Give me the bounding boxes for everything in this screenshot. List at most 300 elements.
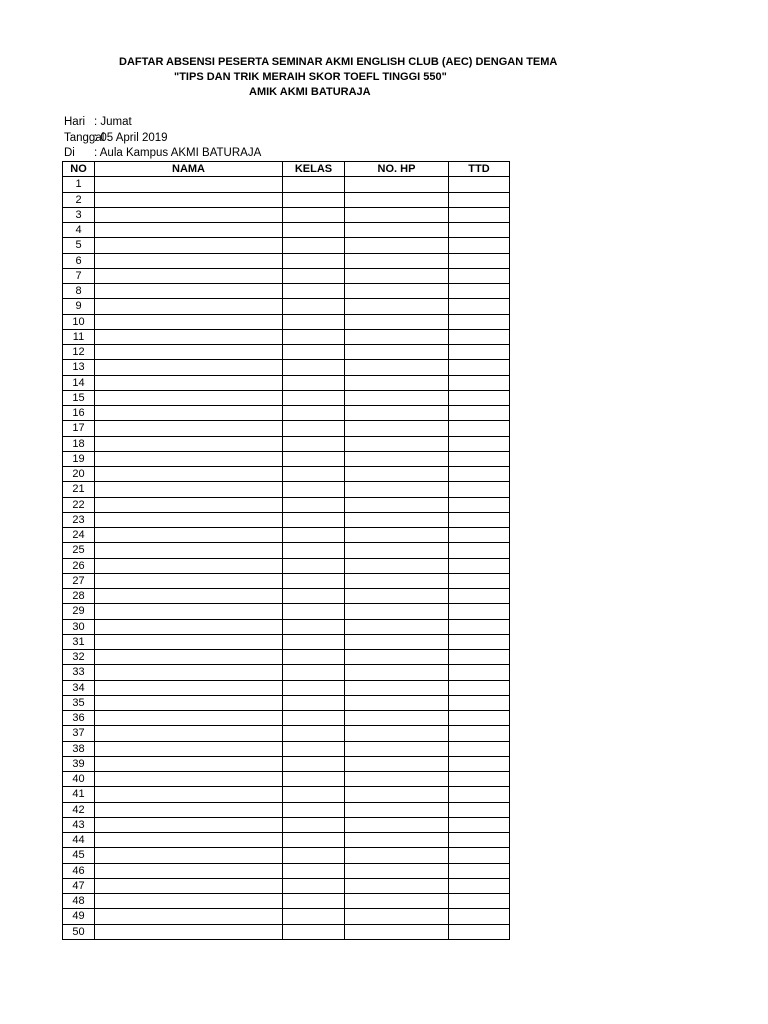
table-row [63, 680, 510, 695]
info-di [64, 146, 261, 161]
table-row [63, 772, 510, 787]
nama-cell[interactable] [95, 878, 283, 893]
kelas-cell[interactable] [283, 878, 345, 893]
no-hp-cell[interactable] [345, 863, 449, 878]
nama-cell[interactable] [95, 543, 283, 558]
row-number: 6 [63, 253, 95, 268]
nama-cell[interactable] [95, 345, 283, 360]
no-hp-cell[interactable] [345, 833, 449, 848]
title-line-1: DAFTAR ABSENSI PESERTA SEMINAR AKMI ENGLISH CLUB (AEC) DENGAN TEMA [119, 56, 558, 68]
no-hp-cell[interactable] [345, 726, 449, 741]
ttd-cell[interactable] [449, 360, 510, 375]
table-row [63, 711, 510, 726]
nama-cell[interactable] [95, 604, 283, 619]
ttd-cell[interactable] [449, 772, 510, 787]
kelas-cell[interactable] [283, 421, 345, 436]
row-number: 38 [63, 741, 95, 756]
kelas-cell[interactable] [283, 406, 345, 421]
table-row [63, 589, 510, 604]
nama-cell[interactable] [95, 680, 283, 695]
ttd-cell[interactable] [449, 924, 510, 939]
no-hp-cell[interactable] [345, 680, 449, 695]
ttd-cell[interactable] [449, 497, 510, 512]
kelas-cell[interactable] [283, 314, 345, 329]
ttd-cell[interactable] [449, 436, 510, 451]
kelas-cell[interactable] [283, 558, 345, 573]
nama-cell[interactable] [95, 756, 283, 771]
ttd-cell[interactable] [449, 543, 510, 558]
nama-cell[interactable] [95, 375, 283, 390]
table-row [63, 863, 510, 878]
no-hp-cell[interactable] [345, 375, 449, 390]
table-row [63, 619, 510, 634]
nama-cell[interactable] [95, 634, 283, 649]
nama-cell[interactable] [95, 314, 283, 329]
no-hp-cell[interactable] [345, 894, 449, 909]
row-number: 3 [63, 207, 95, 222]
kelas-cell[interactable] [283, 329, 345, 344]
table-row [63, 634, 510, 649]
no-hp-cell[interactable] [345, 558, 449, 573]
no-hp-cell[interactable] [345, 253, 449, 268]
no-hp-cell[interactable] [345, 604, 449, 619]
ttd-cell[interactable] [449, 192, 510, 207]
info-tanggal [64, 131, 168, 146]
kelas-cell[interactable] [283, 787, 345, 802]
nama-cell[interactable] [95, 726, 283, 741]
table-row [63, 604, 510, 619]
ttd-cell[interactable] [449, 634, 510, 649]
table-row [63, 497, 510, 512]
no-hp-cell[interactable] [345, 878, 449, 893]
table-row [63, 558, 510, 573]
col-header-ttd: TTD [449, 162, 510, 177]
kelas-cell[interactable] [283, 253, 345, 268]
nama-cell[interactable] [95, 558, 283, 573]
ttd-cell[interactable] [449, 604, 510, 619]
nama-cell[interactable] [95, 512, 283, 527]
kelas-cell[interactable] [283, 390, 345, 405]
nama-cell[interactable] [95, 909, 283, 924]
row-number: 25 [63, 543, 95, 558]
kelas-cell[interactable] [283, 695, 345, 710]
kelas-cell[interactable] [283, 284, 345, 299]
kelas-cell[interactable] [283, 436, 345, 451]
ttd-cell[interactable] [449, 787, 510, 802]
table-row [63, 512, 510, 527]
nama-cell[interactable] [95, 650, 283, 665]
ttd-cell[interactable] [449, 665, 510, 680]
nama-cell[interactable] [95, 619, 283, 634]
no-hp-cell[interactable] [345, 345, 449, 360]
ttd-cell[interactable] [449, 833, 510, 848]
ttd-cell[interactable] [449, 558, 510, 573]
row-number: 14 [63, 375, 95, 390]
kelas-cell[interactable] [283, 528, 345, 543]
nama-cell[interactable] [95, 390, 283, 405]
title-line-2: "TIPS DAN TRIK MERAIH SKOR TOEFL TINGGI 550" [174, 71, 447, 83]
no-hp-cell[interactable] [345, 360, 449, 375]
row-number: 13 [63, 360, 95, 375]
row-number: 15 [63, 390, 95, 405]
kelas-cell[interactable] [283, 573, 345, 588]
ttd-cell[interactable] [449, 345, 510, 360]
table-row [63, 268, 510, 283]
table-row [63, 238, 510, 253]
ttd-cell[interactable] [449, 894, 510, 909]
nama-cell[interactable] [95, 528, 283, 543]
kelas-cell[interactable] [283, 497, 345, 512]
col-header-no-hp: NO. HP [345, 162, 449, 177]
row-number: 44 [63, 833, 95, 848]
kelas-cell[interactable] [283, 192, 345, 207]
nama-cell[interactable] [95, 894, 283, 909]
no-hp-cell[interactable] [345, 284, 449, 299]
row-number: 2 [63, 192, 95, 207]
row-number: 31 [63, 634, 95, 649]
kelas-cell[interactable] [283, 848, 345, 863]
row-number: 45 [63, 848, 95, 863]
no-hp-cell[interactable] [345, 756, 449, 771]
no-hp-cell[interactable] [345, 512, 449, 527]
nama-cell[interactable] [95, 284, 283, 299]
nama-cell[interactable] [95, 787, 283, 802]
nama-cell[interactable] [95, 802, 283, 817]
no-hp-cell[interactable] [345, 451, 449, 466]
ttd-cell[interactable] [449, 375, 510, 390]
table-row [63, 436, 510, 451]
nama-cell[interactable] [95, 848, 283, 863]
no-hp-cell[interactable] [345, 634, 449, 649]
ttd-cell[interactable] [449, 421, 510, 436]
no-hp-cell[interactable] [345, 238, 449, 253]
no-hp-cell[interactable] [345, 329, 449, 344]
kelas-cell[interactable] [283, 741, 345, 756]
row-number: 35 [63, 695, 95, 710]
ttd-cell[interactable] [449, 741, 510, 756]
table-row [63, 573, 510, 588]
kelas-cell[interactable] [283, 543, 345, 558]
nama-cell[interactable] [95, 924, 283, 939]
kelas-cell[interactable] [283, 299, 345, 314]
kelas-cell[interactable] [283, 360, 345, 375]
nama-cell[interactable] [95, 177, 283, 192]
kelas-cell[interactable] [283, 772, 345, 787]
table-row [63, 482, 510, 497]
table-row [63, 451, 510, 466]
row-number: 1 [63, 177, 95, 192]
no-hp-cell[interactable] [345, 299, 449, 314]
tanggal-value: : 05 April 2019 [94, 132, 168, 144]
kelas-cell[interactable] [283, 177, 345, 192]
row-number: 36 [63, 711, 95, 726]
row-number: 43 [63, 817, 95, 832]
ttd-cell[interactable] [449, 756, 510, 771]
kelas-cell[interactable] [283, 589, 345, 604]
row-number: 24 [63, 528, 95, 543]
table-row [63, 878, 510, 893]
table-row [63, 802, 510, 817]
table-row [63, 894, 510, 909]
no-hp-cell[interactable] [345, 390, 449, 405]
no-hp-cell[interactable] [345, 314, 449, 329]
table-row [63, 299, 510, 314]
attendance-table-body [63, 177, 510, 940]
ttd-cell[interactable] [449, 619, 510, 634]
nama-cell[interactable] [95, 741, 283, 756]
no-hp-cell[interactable] [345, 207, 449, 222]
kelas-cell[interactable] [283, 619, 345, 634]
ttd-cell[interactable] [449, 695, 510, 710]
kelas-cell[interactable] [283, 711, 345, 726]
row-number: 40 [63, 772, 95, 787]
nama-cell[interactable] [95, 772, 283, 787]
no-hp-cell[interactable] [345, 192, 449, 207]
kelas-cell[interactable] [283, 345, 345, 360]
kelas-cell[interactable] [283, 268, 345, 283]
no-hp-cell[interactable] [345, 573, 449, 588]
table-row [63, 543, 510, 558]
row-number: 28 [63, 589, 95, 604]
table-row [63, 756, 510, 771]
table-row [63, 467, 510, 482]
nama-cell[interactable] [95, 207, 283, 222]
ttd-cell[interactable] [449, 207, 510, 222]
table-row [63, 665, 510, 680]
nama-cell[interactable] [95, 695, 283, 710]
kelas-cell[interactable] [283, 451, 345, 466]
col-header-nama: NAMA [95, 162, 283, 177]
row-number: 30 [63, 619, 95, 634]
no-hp-cell[interactable] [345, 817, 449, 832]
ttd-cell[interactable] [449, 238, 510, 253]
kelas-cell[interactable] [283, 726, 345, 741]
ttd-cell[interactable] [449, 863, 510, 878]
no-hp-cell[interactable] [345, 665, 449, 680]
kelas-cell[interactable] [283, 680, 345, 695]
ttd-cell[interactable] [449, 650, 510, 665]
di-value: : Aula Kampus AKMI BATURAJA [94, 147, 262, 159]
ttd-cell[interactable] [449, 528, 510, 543]
info-hari [64, 115, 132, 130]
no-hp-cell[interactable] [345, 421, 449, 436]
no-hp-cell[interactable] [345, 543, 449, 558]
ttd-cell[interactable] [449, 512, 510, 527]
ttd-cell[interactable] [449, 589, 510, 604]
table-row [63, 390, 510, 405]
ttd-cell[interactable] [449, 451, 510, 466]
nama-cell[interactable] [95, 573, 283, 588]
table-row [63, 741, 510, 756]
table-row [63, 177, 510, 192]
ttd-cell[interactable] [449, 406, 510, 421]
title-line-3: AMIK AKMI BATURAJA [249, 86, 371, 98]
table-row [63, 375, 510, 390]
ttd-cell[interactable] [449, 482, 510, 497]
di-label: Di [64, 147, 75, 159]
ttd-cell[interactable] [449, 817, 510, 832]
row-number: 21 [63, 482, 95, 497]
no-hp-cell[interactable] [345, 741, 449, 756]
nama-cell[interactable] [95, 863, 283, 878]
kelas-cell[interactable] [283, 634, 345, 649]
kelas-cell[interactable] [283, 223, 345, 238]
row-number: 39 [63, 756, 95, 771]
row-number: 20 [63, 467, 95, 482]
ttd-cell[interactable] [449, 848, 510, 863]
nama-cell[interactable] [95, 817, 283, 832]
no-hp-cell[interactable] [345, 802, 449, 817]
ttd-cell[interactable] [449, 726, 510, 741]
nama-cell[interactable] [95, 360, 283, 375]
row-number: 10 [63, 314, 95, 329]
row-number: 48 [63, 894, 95, 909]
nama-cell[interactable] [95, 711, 283, 726]
row-number: 50 [63, 924, 95, 939]
row-number: 46 [63, 863, 95, 878]
no-hp-cell[interactable] [345, 711, 449, 726]
nama-cell[interactable] [95, 329, 283, 344]
kelas-cell[interactable] [283, 817, 345, 832]
no-hp-cell[interactable] [345, 528, 449, 543]
no-hp-cell[interactable] [345, 848, 449, 863]
row-number: 37 [63, 726, 95, 741]
col-header-kelas: KELAS [283, 162, 345, 177]
ttd-cell[interactable] [449, 573, 510, 588]
no-hp-cell[interactable] [345, 619, 449, 634]
nama-cell[interactable] [95, 665, 283, 680]
ttd-cell[interactable] [449, 467, 510, 482]
no-hp-cell[interactable] [345, 436, 449, 451]
ttd-cell[interactable] [449, 711, 510, 726]
ttd-cell[interactable] [449, 329, 510, 344]
kelas-cell[interactable] [283, 482, 345, 497]
row-number: 7 [63, 268, 95, 283]
table-row [63, 421, 510, 436]
nama-cell[interactable] [95, 451, 283, 466]
row-number: 42 [63, 802, 95, 817]
table-row [63, 329, 510, 344]
kelas-cell[interactable] [283, 650, 345, 665]
kelas-cell[interactable] [283, 375, 345, 390]
table-row [63, 650, 510, 665]
kelas-cell[interactable] [283, 604, 345, 619]
nama-cell[interactable] [95, 299, 283, 314]
no-hp-cell[interactable] [345, 772, 449, 787]
no-hp-cell[interactable] [345, 787, 449, 802]
kelas-cell[interactable] [283, 467, 345, 482]
kelas-cell[interactable] [283, 207, 345, 222]
no-hp-cell[interactable] [345, 482, 449, 497]
kelas-cell[interactable] [283, 833, 345, 848]
table-row [63, 223, 510, 238]
kelas-cell[interactable] [283, 665, 345, 680]
row-number: 12 [63, 345, 95, 360]
no-hp-cell[interactable] [345, 695, 449, 710]
tanggal-label: Tanggal [64, 132, 105, 144]
ttd-cell[interactable] [449, 284, 510, 299]
table-row [63, 695, 510, 710]
kelas-cell[interactable] [283, 756, 345, 771]
nama-cell[interactable] [95, 482, 283, 497]
kelas-cell[interactable] [283, 863, 345, 878]
ttd-cell[interactable] [449, 177, 510, 192]
no-hp-cell[interactable] [345, 467, 449, 482]
kelas-cell[interactable] [283, 238, 345, 253]
kelas-cell[interactable] [283, 909, 345, 924]
row-number: 5 [63, 238, 95, 253]
row-number: 49 [63, 909, 95, 924]
row-number: 27 [63, 573, 95, 588]
nama-cell[interactable] [95, 467, 283, 482]
kelas-cell[interactable] [283, 924, 345, 939]
no-hp-cell[interactable] [345, 497, 449, 512]
row-number: 17 [63, 421, 95, 436]
nama-cell[interactable] [95, 238, 283, 253]
nama-cell[interactable] [95, 253, 283, 268]
ttd-cell[interactable] [449, 680, 510, 695]
nama-cell[interactable] [95, 497, 283, 512]
nama-cell[interactable] [95, 589, 283, 604]
table-row [63, 833, 510, 848]
table-row [63, 284, 510, 299]
col-header-no: NO [63, 162, 95, 177]
nama-cell[interactable] [95, 223, 283, 238]
row-number: 23 [63, 512, 95, 527]
ttd-cell[interactable] [449, 314, 510, 329]
kelas-cell[interactable] [283, 512, 345, 527]
ttd-cell[interactable] [449, 909, 510, 924]
ttd-cell[interactable] [449, 299, 510, 314]
table-row [63, 253, 510, 268]
table-row [63, 528, 510, 543]
ttd-cell[interactable] [449, 878, 510, 893]
ttd-cell[interactable] [449, 390, 510, 405]
no-hp-cell[interactable] [345, 223, 449, 238]
nama-cell[interactable] [95, 833, 283, 848]
row-number: 26 [63, 558, 95, 573]
ttd-cell[interactable] [449, 802, 510, 817]
table-row [63, 817, 510, 832]
no-hp-cell[interactable] [345, 268, 449, 283]
table-row [63, 726, 510, 741]
no-hp-cell[interactable] [345, 589, 449, 604]
nama-cell[interactable] [95, 192, 283, 207]
ttd-cell[interactable] [449, 253, 510, 268]
hari-value: : Jumat [94, 116, 132, 128]
no-hp-cell[interactable] [345, 924, 449, 939]
no-hp-cell[interactable] [345, 909, 449, 924]
row-number: 22 [63, 497, 95, 512]
no-hp-cell[interactable] [345, 650, 449, 665]
table-header-row [63, 162, 510, 177]
kelas-cell[interactable] [283, 802, 345, 817]
table-row [63, 848, 510, 863]
nama-cell[interactable] [95, 268, 283, 283]
nama-cell[interactable] [95, 436, 283, 451]
row-number: 41 [63, 787, 95, 802]
kelas-cell[interactable] [283, 894, 345, 909]
ttd-cell[interactable] [449, 223, 510, 238]
attendance-table [62, 161, 510, 940]
nama-cell[interactable] [95, 421, 283, 436]
row-number: 8 [63, 284, 95, 299]
nama-cell[interactable] [95, 406, 283, 421]
no-hp-cell[interactable] [345, 406, 449, 421]
ttd-cell[interactable] [449, 268, 510, 283]
no-hp-cell[interactable] [345, 177, 449, 192]
table-row [63, 192, 510, 207]
